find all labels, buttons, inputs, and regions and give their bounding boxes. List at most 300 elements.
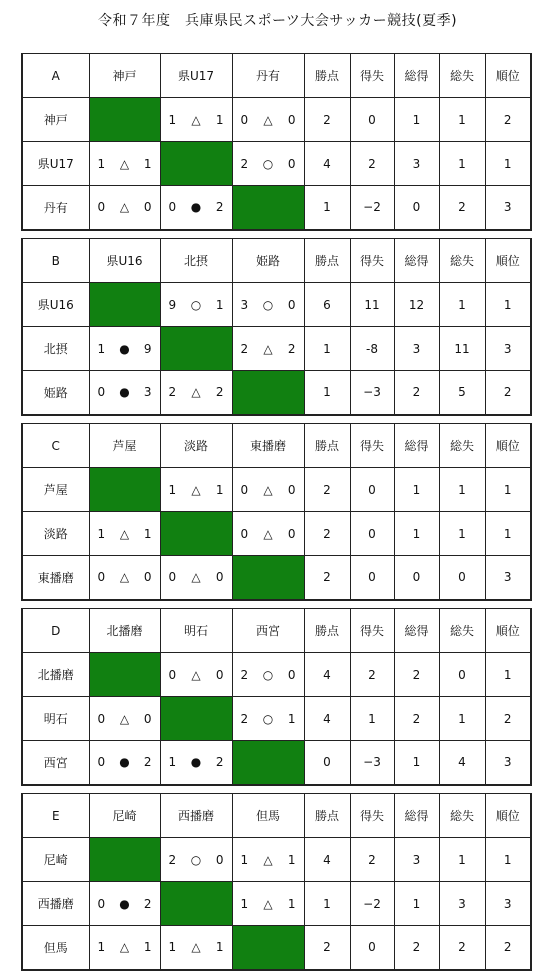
team-name: 神戸 [22, 98, 89, 142]
stat-header: 勝点 [304, 54, 350, 98]
points: 0 [304, 741, 350, 785]
result-mark: ● [119, 755, 130, 770]
result-mark: △ [191, 940, 201, 955]
goals-against: 0 [287, 156, 296, 171]
result-mark: ○ [262, 711, 274, 726]
result-mark: ● [119, 896, 130, 911]
team-name: 西播磨 [22, 882, 89, 926]
rank: 1 [485, 512, 531, 556]
stat-header: 総失 [439, 794, 485, 838]
rank: 3 [485, 882, 531, 926]
opponent-header: 西宮 [232, 609, 304, 653]
self-match-cell [160, 142, 232, 186]
stat-header: 得失 [350, 424, 394, 468]
goals-for: 2 [168, 852, 177, 867]
goals-scored: 1 [394, 512, 439, 556]
self-match-cell [232, 926, 304, 970]
opponent-header: 明石 [160, 609, 232, 653]
score [233, 897, 304, 911]
goals-against: 0 [287, 482, 296, 497]
score [90, 200, 160, 214]
result-mark: ○ [190, 297, 202, 312]
match-result [232, 283, 304, 327]
table-row [22, 186, 531, 230]
goals-scored: 1 [394, 468, 439, 512]
match-result [160, 283, 232, 327]
goals-against: 2 [143, 755, 152, 770]
goals-scored: 3 [394, 142, 439, 186]
goals-for: 0 [97, 200, 106, 215]
group-table [21, 423, 532, 601]
team-name: 姫路 [22, 371, 89, 415]
goals-conceded: 4 [439, 741, 485, 785]
header-row [22, 239, 531, 283]
goals-against: 2 [215, 200, 224, 215]
group-label: D [22, 609, 89, 653]
opponent-header: 北播磨 [89, 609, 160, 653]
goals-conceded: 5 [439, 371, 485, 415]
points: 4 [304, 653, 350, 697]
opponent-header: 芦屋 [89, 424, 160, 468]
opponent-header: 県U17 [160, 54, 232, 98]
score [161, 483, 232, 497]
match-result [160, 98, 232, 142]
score [161, 940, 232, 954]
goal-difference: 2 [350, 653, 394, 697]
goals-conceded: 3 [439, 882, 485, 926]
team-name: 東播磨 [22, 556, 89, 600]
table-row [22, 327, 531, 371]
rank: 3 [485, 327, 531, 371]
goals-conceded: 1 [439, 468, 485, 512]
goals-for: 1 [97, 156, 106, 171]
rank: 1 [485, 838, 531, 882]
goals-against: 1 [215, 112, 224, 127]
rank: 2 [485, 371, 531, 415]
points: 4 [304, 697, 350, 741]
team-name: 淡路 [22, 512, 89, 556]
score [90, 940, 160, 954]
match-result [160, 926, 232, 970]
result-mark: △ [119, 711, 130, 726]
opponent-header: 姫路 [232, 239, 304, 283]
stat-header: 勝点 [304, 239, 350, 283]
score [233, 483, 304, 497]
rank: 1 [485, 142, 531, 186]
stat-header: 総失 [439, 424, 485, 468]
result-mark: △ [119, 526, 130, 541]
table-row [22, 926, 531, 970]
result-mark: △ [263, 852, 273, 867]
team-name: 但馬 [22, 926, 89, 970]
stat-header: 得失 [350, 239, 394, 283]
stat-header: 勝点 [304, 794, 350, 838]
goals-against: 0 [287, 297, 296, 312]
goals-conceded: 2 [439, 926, 485, 970]
goals-against: 0 [215, 667, 224, 682]
goals-against: 0 [215, 852, 224, 867]
group-label: C [22, 424, 89, 468]
stat-header: 順位 [485, 609, 531, 653]
goal-difference: -8 [350, 327, 394, 371]
goals-for: 1 [240, 852, 249, 867]
goals-for: 1 [97, 940, 106, 955]
goals-against: 0 [287, 112, 296, 127]
stat-header: 得失 [350, 794, 394, 838]
stat-header: 勝点 [304, 609, 350, 653]
self-match-cell [160, 697, 232, 741]
opponent-header: 県U16 [89, 239, 160, 283]
points: 1 [304, 327, 350, 371]
team-name: 尼崎 [22, 838, 89, 882]
stat-header: 得失 [350, 609, 394, 653]
score [161, 853, 232, 867]
goals-against: 2 [215, 385, 224, 400]
goals-for: 0 [240, 112, 249, 127]
score [161, 668, 232, 682]
goals-against: 0 [143, 711, 152, 726]
goals-for: 0 [240, 482, 249, 497]
goals-conceded: 11 [439, 327, 485, 371]
self-match-cell [160, 512, 232, 556]
group-table [21, 608, 532, 786]
score [90, 157, 160, 171]
match-result [89, 697, 160, 741]
rank: 2 [485, 697, 531, 741]
score [233, 668, 304, 682]
goals-against: 1 [287, 852, 296, 867]
stat-header: 総失 [439, 239, 485, 283]
goal-difference: 11 [350, 283, 394, 327]
match-result [160, 371, 232, 415]
group-label: E [22, 794, 89, 838]
goals-against: 0 [287, 667, 296, 682]
result-mark: △ [263, 526, 273, 541]
table-row [22, 882, 531, 926]
goal-difference: 0 [350, 512, 394, 556]
goal-difference: −3 [350, 371, 394, 415]
stat-header: 順位 [485, 239, 531, 283]
goals-conceded: 0 [439, 556, 485, 600]
result-mark: △ [119, 156, 130, 171]
match-result [232, 512, 304, 556]
team-name: 北播磨 [22, 653, 89, 697]
result-mark: △ [191, 570, 201, 585]
match-result [160, 186, 232, 230]
goals-for: 0 [168, 667, 177, 682]
points: 4 [304, 838, 350, 882]
match-result [232, 327, 304, 371]
match-result [89, 741, 160, 785]
points: 6 [304, 283, 350, 327]
match-result [89, 186, 160, 230]
match-result [232, 697, 304, 741]
points: 4 [304, 142, 350, 186]
result-mark: △ [119, 570, 130, 585]
group-table [21, 53, 532, 231]
goals-against: 3 [143, 385, 152, 400]
goals-for: 3 [240, 297, 249, 312]
score [233, 527, 304, 541]
goals-against: 1 [215, 940, 224, 955]
goals-for: 9 [168, 297, 177, 312]
table-row [22, 512, 531, 556]
opponent-header: 丹有 [232, 54, 304, 98]
stat-header: 得失 [350, 54, 394, 98]
self-match-cell [160, 327, 232, 371]
goals-against: 1 [143, 156, 152, 171]
score [161, 200, 232, 214]
rank: 3 [485, 741, 531, 785]
points: 2 [304, 98, 350, 142]
goal-difference: 0 [350, 468, 394, 512]
table-row [22, 142, 531, 186]
points: 2 [304, 926, 350, 970]
goals-scored: 1 [394, 98, 439, 142]
self-match-cell [89, 283, 160, 327]
opponent-header: 神戸 [89, 54, 160, 98]
goal-difference: 0 [350, 926, 394, 970]
result-mark: ● [119, 385, 130, 400]
goals-scored: 0 [394, 186, 439, 230]
self-match-cell [232, 741, 304, 785]
points: 1 [304, 186, 350, 230]
goals-against: 2 [143, 896, 152, 911]
goals-conceded: 1 [439, 283, 485, 327]
self-match-cell [160, 882, 232, 926]
team-name: 西宮 [22, 741, 89, 785]
goals-conceded: 2 [439, 186, 485, 230]
table-row [22, 371, 531, 415]
page-title: 令和７年度 兵庫県民スポーツ大会サッカー競技(夏季) [97, 13, 458, 29]
score [90, 712, 160, 726]
goals-against: 2 [287, 341, 296, 356]
result-mark: △ [263, 112, 273, 127]
goal-difference: 1 [350, 697, 394, 741]
stat-header: 総得 [394, 609, 439, 653]
team-name: 明石 [22, 697, 89, 741]
goals-scored: 3 [394, 838, 439, 882]
score [233, 712, 304, 726]
score [161, 385, 232, 399]
goal-difference: 0 [350, 98, 394, 142]
goals-scored: 12 [394, 283, 439, 327]
rank: 3 [485, 186, 531, 230]
result-mark: △ [191, 385, 201, 400]
points: 1 [304, 882, 350, 926]
score [233, 113, 304, 127]
goals-for: 0 [168, 570, 177, 585]
stat-header: 総失 [439, 54, 485, 98]
match-result [160, 838, 232, 882]
goals-for: 0 [97, 385, 106, 400]
goals-for: 2 [240, 711, 249, 726]
goals-for: 0 [168, 200, 177, 215]
stat-header: 総得 [394, 239, 439, 283]
goals-for: 0 [97, 711, 106, 726]
match-result [89, 512, 160, 556]
goals-for: 2 [240, 341, 249, 356]
table-row [22, 468, 531, 512]
result-mark: ○ [190, 852, 202, 867]
stat-header: 総得 [394, 54, 439, 98]
score [161, 570, 232, 584]
goals-scored: 1 [394, 741, 439, 785]
self-match-cell [89, 98, 160, 142]
goal-difference: 2 [350, 838, 394, 882]
result-mark: ○ [262, 156, 274, 171]
goals-for: 1 [168, 482, 177, 497]
rank: 2 [485, 98, 531, 142]
match-result [89, 327, 160, 371]
result-mark: ○ [262, 297, 274, 312]
points: 2 [304, 556, 350, 600]
header-row [22, 424, 531, 468]
result-mark: ● [190, 755, 202, 770]
team-name: 丹有 [22, 186, 89, 230]
score [233, 298, 304, 312]
score [161, 113, 232, 127]
match-result [232, 98, 304, 142]
match-result [89, 142, 160, 186]
goals-conceded: 1 [439, 697, 485, 741]
rank: 3 [485, 556, 531, 600]
match-result [232, 142, 304, 186]
header-row [22, 609, 531, 653]
match-result [232, 653, 304, 697]
table-row [22, 556, 531, 600]
group-table [21, 793, 532, 971]
result-mark: ● [119, 341, 130, 356]
goal-difference: 0 [350, 556, 394, 600]
goals-for: 0 [97, 570, 106, 585]
score [161, 298, 232, 312]
score [233, 342, 304, 356]
score [90, 755, 160, 769]
goals-against: 1 [215, 482, 224, 497]
table-row [22, 838, 531, 882]
self-match-cell [232, 371, 304, 415]
stat-header: 順位 [485, 54, 531, 98]
score [90, 527, 160, 541]
result-mark: △ [191, 667, 201, 682]
score [233, 157, 304, 171]
goals-against: 0 [287, 526, 296, 541]
table-row [22, 697, 531, 741]
stat-header: 順位 [485, 794, 531, 838]
match-result [160, 741, 232, 785]
table-row [22, 741, 531, 785]
team-name: 北摂 [22, 327, 89, 371]
result-mark: △ [191, 482, 201, 497]
goals-against: 2 [215, 755, 224, 770]
header-row [22, 54, 531, 98]
goals-against: 1 [287, 711, 296, 726]
result-mark: ○ [262, 667, 274, 682]
goals-scored: 2 [394, 653, 439, 697]
goal-difference: −2 [350, 186, 394, 230]
opponent-header: 西播磨 [160, 794, 232, 838]
goals-scored: 3 [394, 327, 439, 371]
match-result [89, 556, 160, 600]
goals-scored: 2 [394, 371, 439, 415]
goals-for: 1 [168, 112, 177, 127]
header-row [22, 794, 531, 838]
group-label: A [22, 54, 89, 98]
goals-for: 2 [168, 385, 177, 400]
opponent-header: 北摂 [160, 239, 232, 283]
self-match-cell [232, 556, 304, 600]
group-table [21, 238, 532, 416]
opponent-header: 淡路 [160, 424, 232, 468]
goals-for: 1 [168, 755, 177, 770]
self-match-cell [232, 186, 304, 230]
self-match-cell [89, 468, 160, 512]
result-mark: △ [119, 200, 130, 215]
goals-conceded: 1 [439, 838, 485, 882]
goals-for: 1 [240, 896, 249, 911]
stat-header: 総失 [439, 609, 485, 653]
goals-against: 1 [287, 896, 296, 911]
score [90, 385, 160, 399]
points: 2 [304, 468, 350, 512]
result-mark: △ [119, 940, 130, 955]
stat-header: 総得 [394, 794, 439, 838]
rank: 2 [485, 926, 531, 970]
table-row [22, 653, 531, 697]
match-result [89, 926, 160, 970]
rank: 1 [485, 468, 531, 512]
self-match-cell [89, 838, 160, 882]
rank: 1 [485, 283, 531, 327]
match-result [232, 882, 304, 926]
match-result [232, 838, 304, 882]
goals-for: 1 [97, 341, 106, 356]
match-result [160, 556, 232, 600]
self-match-cell [89, 653, 160, 697]
stat-header: 勝点 [304, 424, 350, 468]
score [233, 853, 304, 867]
goals-conceded: 0 [439, 653, 485, 697]
table-row [22, 98, 531, 142]
match-result [89, 371, 160, 415]
match-result [232, 468, 304, 512]
points: 1 [304, 371, 350, 415]
stat-header: 順位 [485, 424, 531, 468]
score [90, 342, 160, 356]
opponent-header: 尼崎 [89, 794, 160, 838]
goals-against: 1 [215, 297, 224, 312]
result-mark: △ [263, 482, 273, 497]
group-label: B [22, 239, 89, 283]
goals-scored: 0 [394, 556, 439, 600]
goals-for: 1 [97, 526, 106, 541]
score [90, 570, 160, 584]
goals-conceded: 1 [439, 142, 485, 186]
match-result [160, 468, 232, 512]
result-mark: △ [263, 341, 273, 356]
result-mark: △ [191, 112, 201, 127]
opponent-header: 東播磨 [232, 424, 304, 468]
goals-scored: 2 [394, 926, 439, 970]
team-name: 県U17 [22, 142, 89, 186]
goals-against: 1 [143, 940, 152, 955]
goals-against: 1 [143, 526, 152, 541]
goals-against: 0 [143, 200, 152, 215]
goal-difference: −3 [350, 741, 394, 785]
result-mark: △ [263, 896, 273, 911]
result-mark: ● [190, 200, 202, 215]
